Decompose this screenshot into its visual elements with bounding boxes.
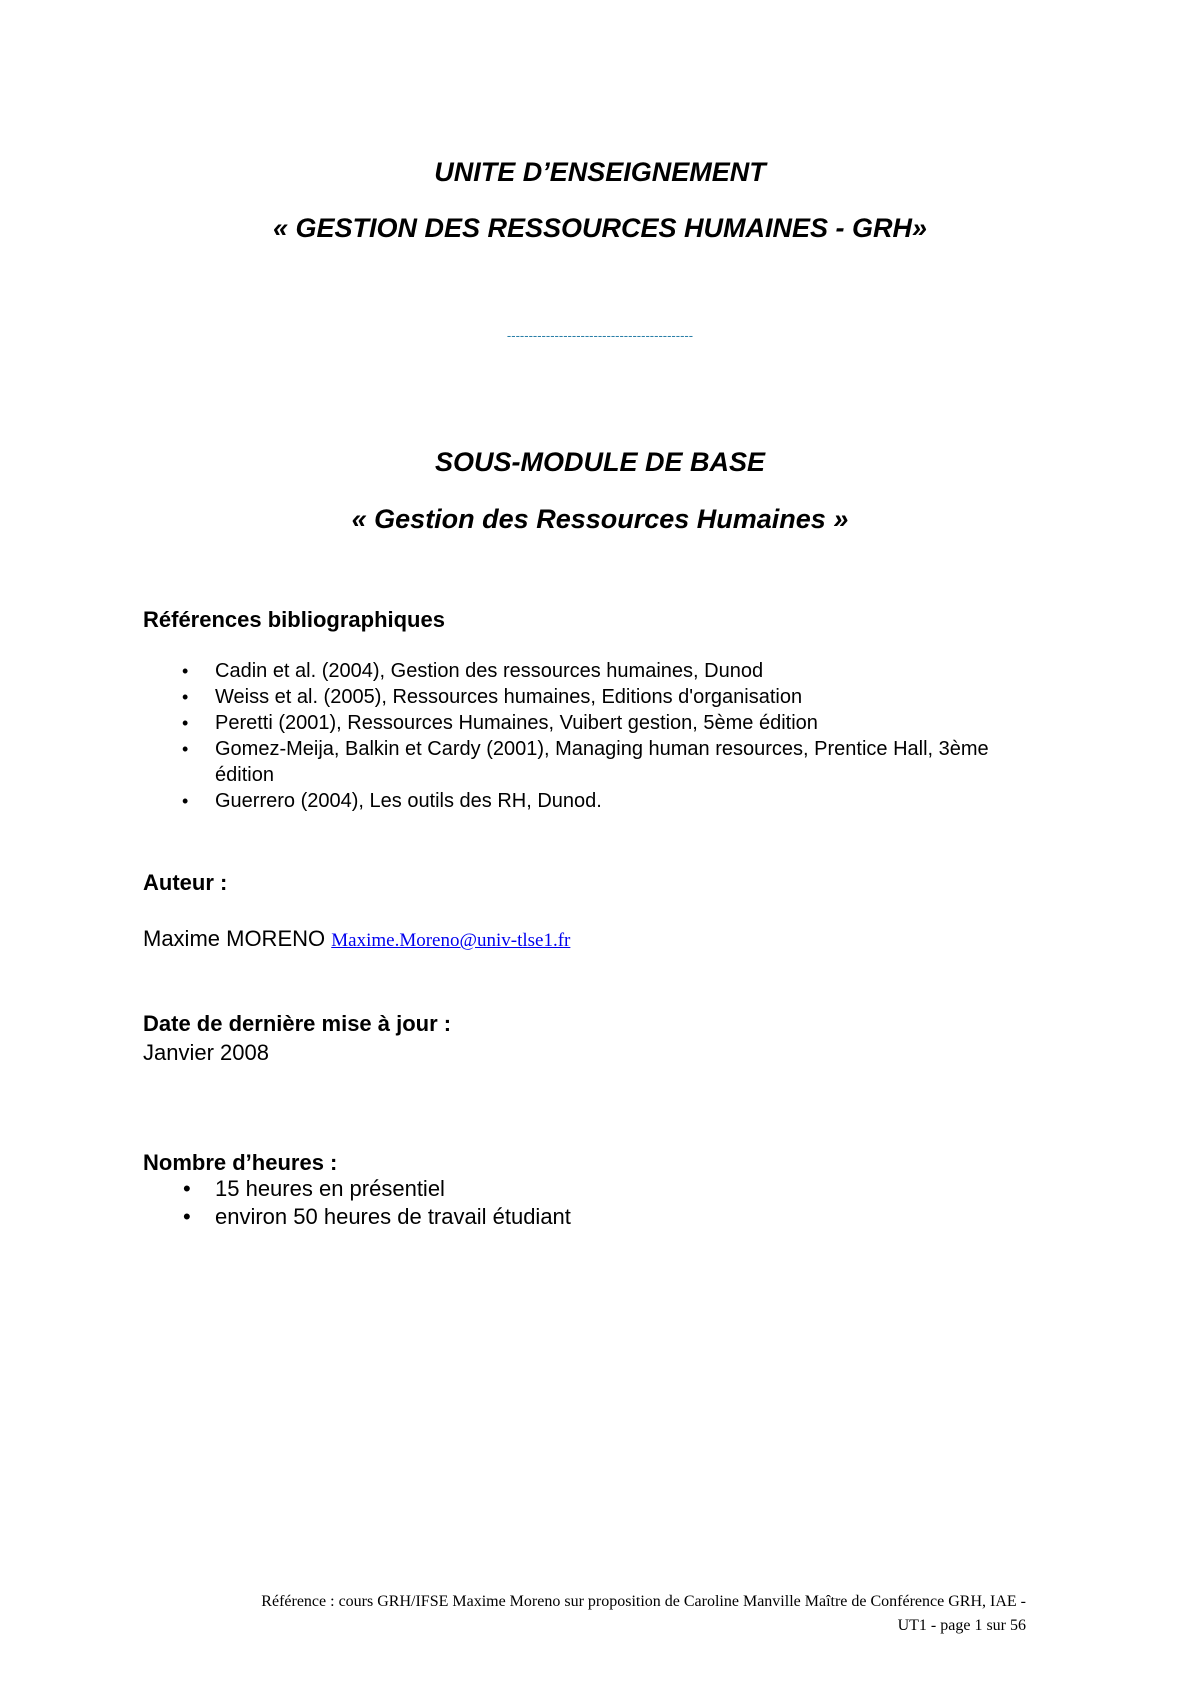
hours-heading: Nombre d’heures : <box>143 1150 338 1175</box>
footer-page-number: UT1 - page 1 sur 56 <box>897 1617 1026 1634</box>
unit-title: UNITE D’ENSEIGNEMENT <box>434 157 766 187</box>
bibliography-list <box>143 658 1043 814</box>
bibliography-heading: Références bibliographiques <box>143 607 445 632</box>
hours-item-text: 15 heures en présentiel <box>215 1176 445 1201</box>
hours-list <box>143 1175 571 1231</box>
list-item <box>143 736 1043 788</box>
submodule-title: SOUS-MODULE DE BASE <box>434 447 766 477</box>
bullet-icon: • <box>183 1176 191 1201</box>
bullet-icon: • <box>182 687 189 707</box>
bibliography-item-text: Peretti (2001), Ressources Humaines, Vuibert gestion, 5ème édition <box>215 712 818 734</box>
update-date: Janvier 2008 <box>143 1040 269 1065</box>
list-item <box>143 788 1043 814</box>
bibliography-item-text: Cadin et al. (2004), Gestion des ressources humaines, Dunod <box>215 660 764 682</box>
list-item <box>143 684 1043 710</box>
bullet-icon: • <box>182 739 189 759</box>
separator-line: ------------------------------------------- <box>506 328 694 343</box>
author-line <box>143 926 570 954</box>
unit-subtitle: « GESTION DES RESSOURCES HUMAINES - GRH» <box>272 213 928 243</box>
footer-reference: Référence : cours GRH/IFSE Maxime Moreno sur proposition de Caroline Manville Maître de Conférence GRH, IAE - <box>261 1593 1026 1610</box>
bibliography-item-text: Gomez-Meija, Balkin et Cardy (2001), Managing human resources, Prentice Hall, 3ème édition <box>215 738 989 786</box>
list-item <box>143 1203 571 1231</box>
bullet-icon: • <box>182 791 189 811</box>
list-item <box>143 710 1043 736</box>
submodule-subtitle: « Gestion des Ressources Humaines » <box>351 504 849 534</box>
page-footer <box>143 1590 1026 1638</box>
bibliography-item-text: Weiss et al. (2005), Ressources humaines, Editions d'organisation <box>215 686 803 708</box>
list-item <box>143 1175 571 1203</box>
hours-item-text: environ 50 heures de travail étudiant <box>215 1204 571 1229</box>
bullet-icon: • <box>183 1204 191 1229</box>
bullet-icon: • <box>182 713 189 733</box>
author-email-link[interactable]: Maxime.Moreno@univ-tlse1.fr <box>331 930 571 951</box>
author-heading: Auteur : <box>143 870 228 895</box>
bibliography-item-text: Guerrero (2004), Les outils des RH, Dunod. <box>215 790 602 812</box>
list-item <box>143 658 1043 684</box>
update-heading: Date de dernière mise à jour : <box>143 1011 452 1036</box>
bullet-icon: • <box>182 661 189 681</box>
author-name: Maxime MORENO <box>143 926 326 951</box>
